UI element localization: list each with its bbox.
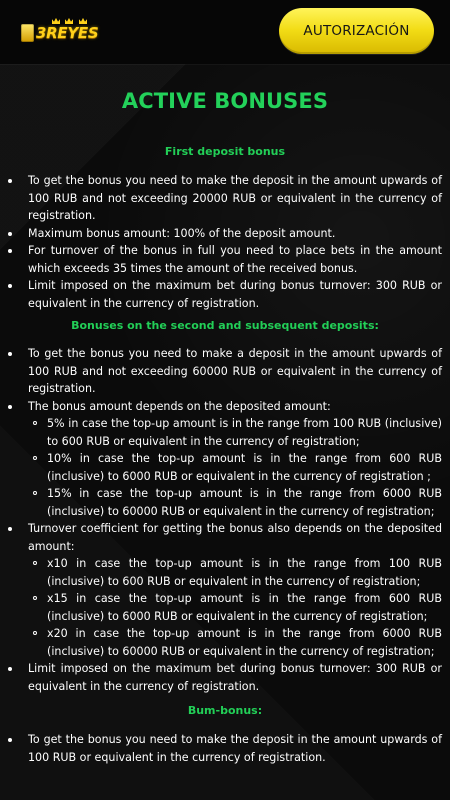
turnover-coefficient-sublist <box>28 555 442 660</box>
list-item: For turnover of the bonus in full you need to place bets in the amount which exceeds 35 times the amount of the received bonus. <box>28 242 442 277</box>
logo-mark-icon <box>21 24 34 42</box>
logo-text: 3REYES <box>36 23 99 42</box>
sub-list-item: x10 in case the top-up amount is in the range from 100 RUB (inclusive) to 600 RUB or equivalent in the currency of registration; <box>47 555 442 590</box>
crown-icon <box>79 18 87 24</box>
sub-list-item: 15% in case the top-up amount is in the range from 6000 RUB (inclusive) to 60000 RUB or equivalent in the currency of registration; <box>47 485 442 520</box>
authorization-button[interactable]: AUTORIZACIÓN <box>279 8 434 54</box>
subsequent-deposits-bonus-list <box>0 345 450 695</box>
list-item: To get the bonus you need to make the deposit in the amount upwards of 100 RUB and not exceeding 20000 RUB or equivalent in the currency of registration. <box>28 172 442 225</box>
crown-icon <box>65 18 73 24</box>
first-deposit-bonus-title: First deposit bonus <box>164 145 286 158</box>
first-deposit-bonus-list <box>0 172 450 312</box>
turnover-coefficient-list-item <box>28 520 442 660</box>
bonus-amount-list-item <box>28 398 442 521</box>
list-item: Maximum bonus amount: 100% of the deposit amount. <box>28 225 442 243</box>
crown-icon <box>52 18 60 24</box>
active-bonuses-content <box>0 64 450 800</box>
list-item: To get the bonus you need to make the deposit in the amount upwards of 100 RUB or equivalent in the currency of registration. <box>28 731 442 766</box>
list-item-text: Turnover coefficient for getting the bonus also depends on the deposited amount: <box>28 522 442 553</box>
bum-bonus-list <box>0 731 450 766</box>
bonus-percentage-sublist <box>28 415 442 520</box>
sub-list-item: 5% in case the top-up amount is in the range from 100 RUB (inclusive) to 600 RUB or equivalent in the currency of registration; <box>47 415 442 450</box>
sub-list-item: x20 in case the top-up amount is in the range from 6000 RUB (inclusive) to 60000 RUB or equivalent in the currency of registration; <box>47 625 442 660</box>
subsequent-deposits-bonus-title: Bonuses on the second and subsequent deposits: <box>71 319 379 332</box>
page-title: ACTIVE BONUSES <box>121 89 329 113</box>
sub-list-item: x15 in case the top-up amount is in the range from 600 RUB (inclusive) to 6000 RUB or equivalent in the currency of registration; <box>47 590 442 625</box>
top-header <box>0 0 450 64</box>
list-item: Limit imposed on the maximum bet during bonus turnover: 300 RUB or equivalent in the currency of registration. <box>28 277 442 312</box>
list-item-text: The bonus amount depends on the deposited amount: <box>28 399 331 413</box>
logo[interactable] <box>21 22 99 44</box>
list-item: Limit imposed on the maximum bet during bonus turnover: 300 RUB or equivalent in the currency of registration. <box>28 660 442 695</box>
bum-bonus-title: Bum-bonus: <box>187 704 263 717</box>
list-item: To get the bonus you need to make a deposit in the amount upwards of 100 RUB and not exceeding 60000 RUB or equivalent in the currency of registration. <box>28 345 442 398</box>
sub-list-item: 10% in case the top-up amount is in the range from 600 RUB (inclusive) to 6000 RUB or equivalent in the currency of registration ; <box>47 450 442 485</box>
